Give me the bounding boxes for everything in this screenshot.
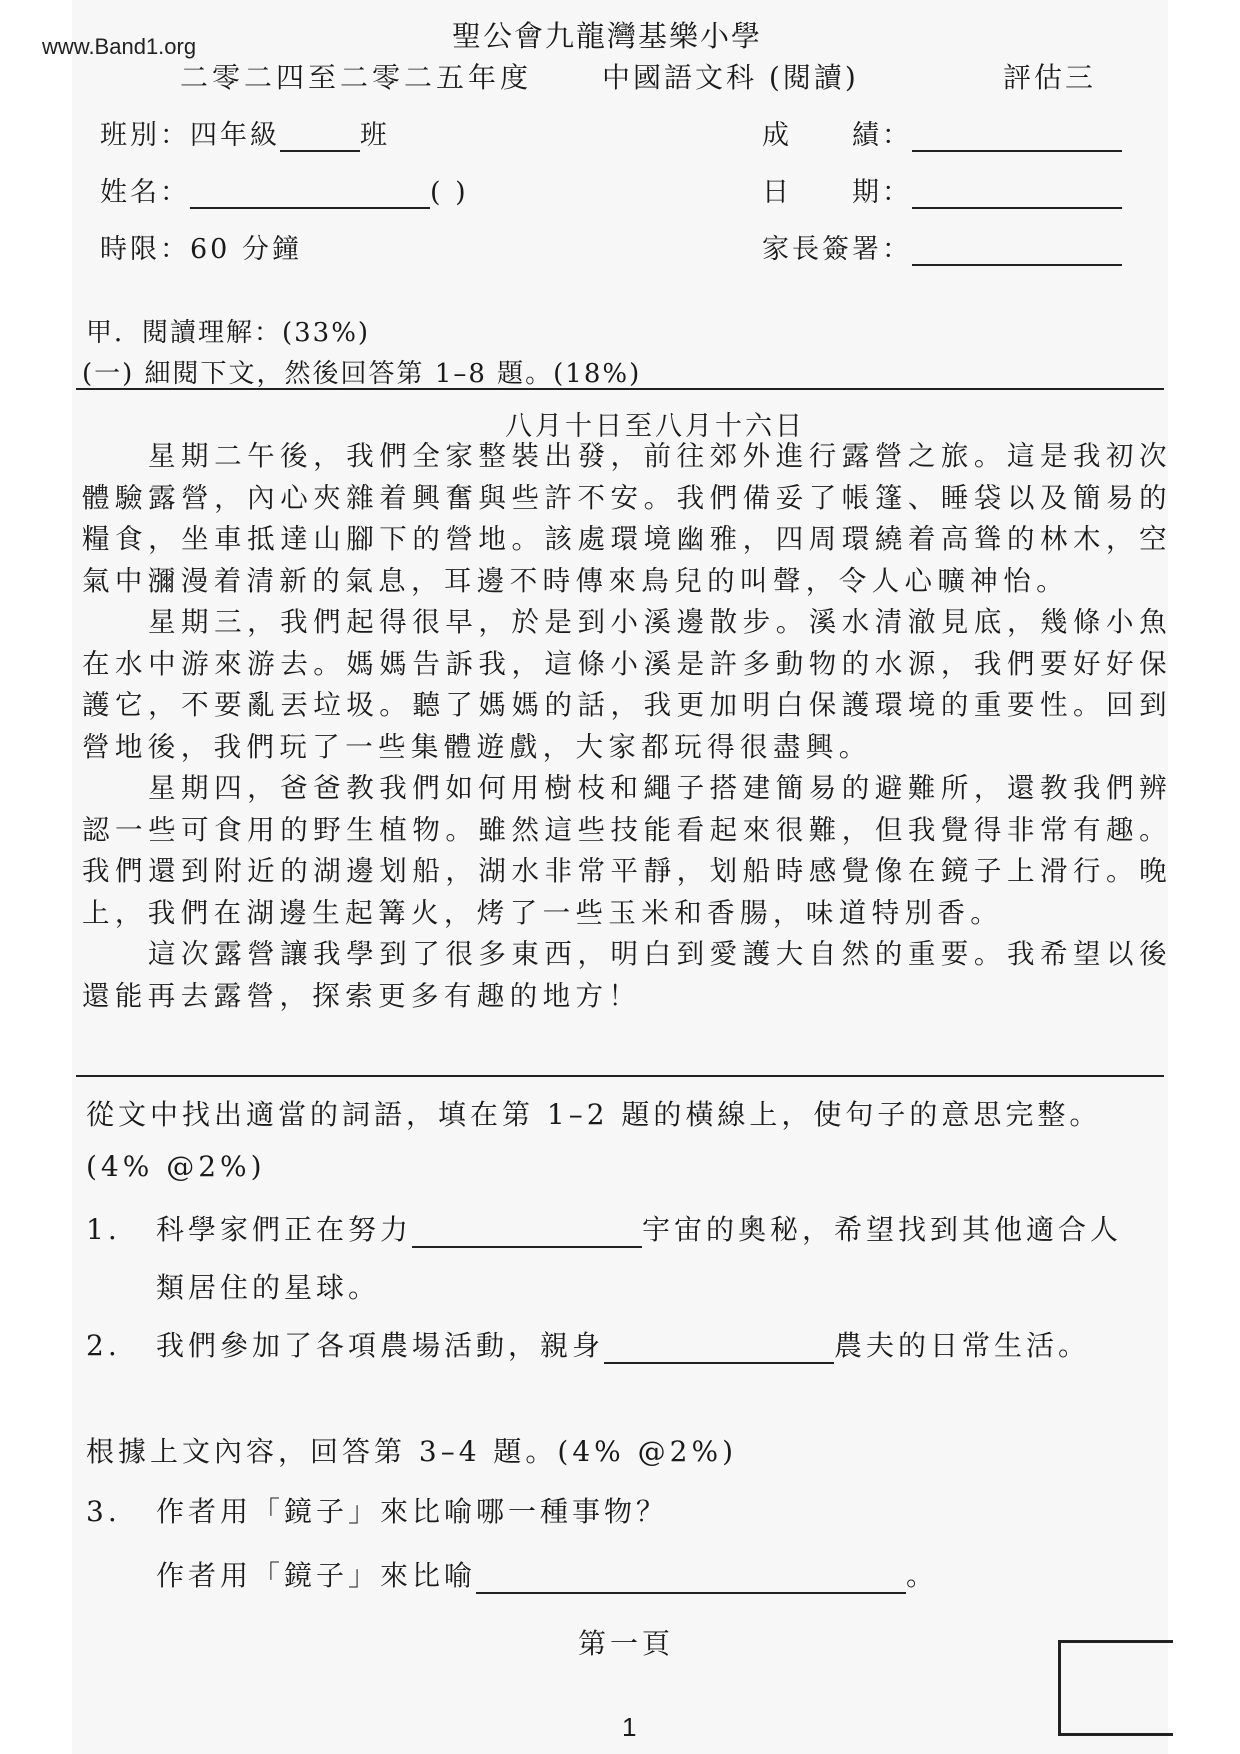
- score-label: 成 績：: [762, 120, 912, 151]
- assessment-title: 評估三: [1003, 61, 1097, 94]
- score-field: [762, 113, 1122, 152]
- parent-sign-field: [762, 227, 1122, 266]
- fill-in-marks: (4% @2%): [86, 1150, 266, 1183]
- score-input-line[interactable]: [912, 124, 1122, 152]
- name-input-line[interactable]: [190, 181, 430, 209]
- passage-paragraph: 星期四，爸爸教我們如何用樹枝和繩子搭建簡易的避難所，還教我們辨認一些可食用的野生植物。雖然這些技能看起來很難，但我覺得非常有趣。我們還到附近的湖邊划船，湖水非常平靜，划船時感覺像在鏡子上滑行。晚上，我們在湖邊生起篝火，烤了一些玉米和香腸，味道特別香。: [82, 772, 1172, 929]
- class-label: 班別：四年級: [100, 120, 280, 151]
- school-year: 二零二四至二零二五年度: [180, 61, 533, 94]
- question-text: 作者用「鏡子」來比喻哪一種事物？: [156, 1495, 669, 1528]
- date-field: [762, 170, 1122, 209]
- question-text-after: 宇宙的奧秘，希望找到其他適合人: [642, 1213, 1123, 1246]
- question-1: [86, 1208, 1122, 1248]
- fill-in-instruction: 從文中找出適當的詞語，填在第 1–2 題的橫線上，使句子的意思完整。: [86, 1098, 1102, 1131]
- date-label: 日 期：: [762, 177, 912, 208]
- question-3: [86, 1490, 668, 1530]
- question-text-before: 我們參加了各項農場活動，親身: [156, 1329, 605, 1362]
- answer-suffix: 。: [906, 1559, 939, 1592]
- date-input-line[interactable]: [912, 181, 1122, 209]
- question-text-before: 科學家們正在努力: [156, 1213, 413, 1246]
- class-field: [100, 113, 390, 152]
- question-number: 3.: [86, 1495, 121, 1528]
- page-number: 1: [622, 1712, 637, 1742]
- passage-paragraph: 星期三，我們起得很早，於是到小溪邊散步。溪水清澈見底，幾條小魚在水中游來游去。媽媽告訴我，這條小溪是許多動物的水源，我們要好好保護它，不要亂丟垃圾。聽了媽媽的話，我更加明白保護環境的重要性。回到營地後，我們玩了一些集體遊戲，大家都玩得很盡興。: [82, 606, 1172, 763]
- parent-sign-label: 家長簽署：: [762, 234, 912, 265]
- question-1-continued: 類居住的星球。: [156, 1271, 381, 1304]
- question-number: 1.: [86, 1213, 121, 1246]
- passage-bottom-divider: [76, 1075, 1164, 1077]
- answer-instruction: 根據上文內容，回答第 3–4 題。(4% @2%): [86, 1435, 738, 1468]
- question-3-answer: [156, 1554, 938, 1594]
- q2-answer-line[interactable]: [604, 1336, 834, 1364]
- passage-paragraph: 星期二午後，我們全家整裝出發，前往郊外進行露營之旅。這是我初次體驗露營，內心夾雜着興奮與些許不安。我們備妥了帳篷、睡袋以及簡易的糧食，坐車抵達山腳下的營地。該處環境幽雅，四周環繞着高聳的林木，空氣中瀰漫着清新的氣息，耳邊不時傳來鳥兒的叫聲，令人心曠神怡。: [82, 440, 1172, 597]
- question-number: 2.: [86, 1329, 121, 1362]
- class-input-line[interactable]: [280, 124, 360, 152]
- name-label: 姓名：: [100, 177, 190, 208]
- name-field: [100, 170, 469, 209]
- page-label: 第一頁: [578, 1627, 675, 1660]
- parent-sign-input-line[interactable]: [912, 238, 1122, 266]
- subject-title: 中國語文科 (閱讀): [602, 61, 859, 94]
- class-suffix: 班: [360, 120, 390, 151]
- class-number-paren: ( ): [430, 177, 469, 208]
- watermark: www.Band1.org: [42, 34, 197, 59]
- passage-title: 八月十日至八月十六日: [505, 411, 805, 442]
- time-limit: 時限：60 分鐘: [100, 234, 302, 265]
- q3-answer-line[interactable]: [476, 1566, 906, 1594]
- question-text-after: 農夫的日常生活。: [834, 1329, 1091, 1362]
- passage-paragraph: 這次露營讓我學到了很多東西，明白到愛護大自然的重要。我希望以後還能再去露營，探索更多有趣的地方！: [82, 938, 1172, 1012]
- answer-prefix: 作者用「鏡子」來比喻: [156, 1559, 477, 1592]
- reading-passage: [82, 436, 1172, 1017]
- section-a-title: 甲．閱讀理解：(33%): [86, 318, 371, 348]
- score-box: [1058, 1640, 1173, 1736]
- passage-top-divider: [76, 388, 1164, 390]
- q1-answer-line[interactable]: [412, 1220, 642, 1248]
- part-one-instruction: (一) 細閱下文，然後回答第 1–8 題。(18%): [82, 359, 642, 389]
- question-2: [86, 1324, 1090, 1364]
- school-name: 聖公會九龍灣基樂小學: [452, 19, 763, 53]
